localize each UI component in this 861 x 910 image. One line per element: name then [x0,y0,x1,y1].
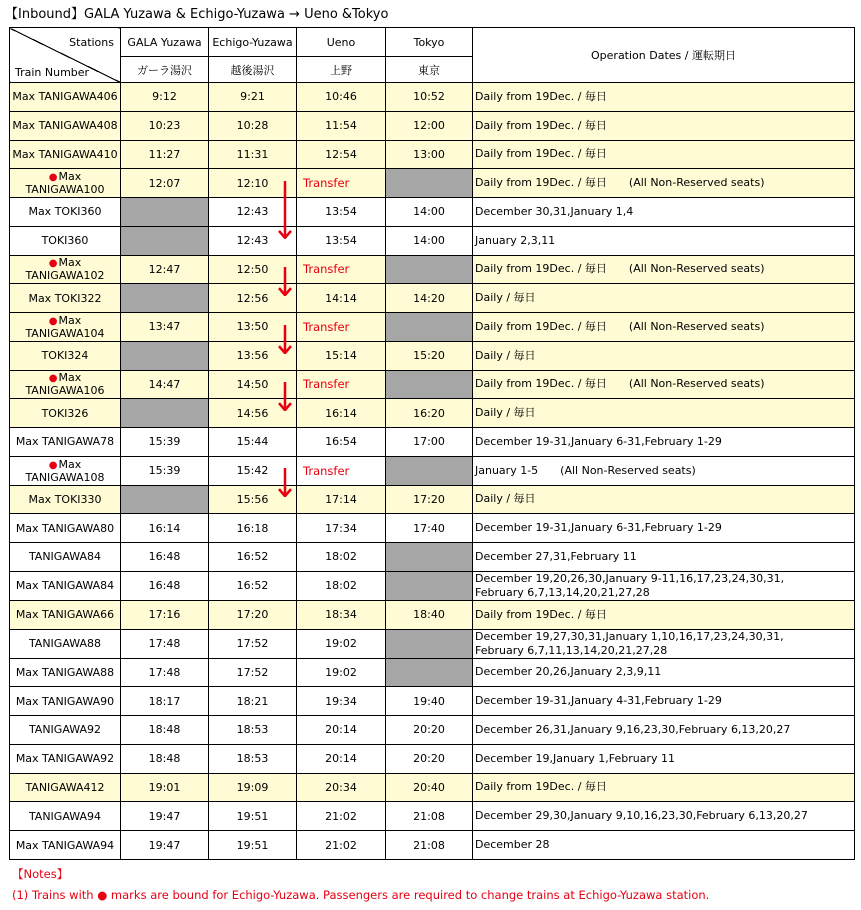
ueno-time-cell: 11:54 [297,111,386,140]
operation-dates-text: December 27,31,February 11 [475,549,637,563]
ueno-time-cell: 18:02 [297,571,386,600]
transfer-arrow-icon [278,181,292,239]
ueno-time-cell: 19:02 [297,658,386,687]
gala-time-cell: 19:47 [121,831,209,860]
operation-dates-cell [473,658,855,687]
echigo-time-cell: 9:21 [209,83,297,112]
operation-dates-cell [473,341,855,370]
operation-dates-text: Daily from 19Dec. / 毎日 [475,319,607,333]
tokyo-time-cell [386,543,473,572]
operation-dates-text: December 19-31,January 6-31,February 1-29 [475,521,722,535]
station-header-gala: GALA Yuzawa [121,28,209,57]
tokyo-time-cell [386,456,473,485]
train-number-cell [10,399,121,428]
tokyo-time-cell [386,370,473,399]
operation-dates-cell [473,456,855,485]
transfer-arrow-icon [278,267,292,296]
operation-dates-cell [473,571,855,600]
train-number-cell [10,111,121,140]
table-row [10,140,855,169]
tokyo-time-cell: 20:20 [386,716,473,745]
train-number-cell [10,485,121,514]
table-row [10,485,855,514]
operation-dates-cell [473,744,855,773]
transfer-arrow-icon [278,325,292,354]
operation-dates-cell [473,284,855,313]
table-row [10,456,855,485]
operation-dates-text: December 19,27,30,31,January 1,10,16,17,23,24,30,31, [475,629,784,643]
ueno-time-cell: 16:54 [297,428,386,457]
operation-dates-header: Operation Dates / 運転期日 [473,28,855,83]
train-number-cell [10,456,121,485]
train-name: Max TANIGAWA80 [15,521,115,535]
operation-dates-text: Daily / 毎日 [475,291,536,305]
train-number-cell [10,169,121,198]
echigo-time-cell: 10:28 [209,111,297,140]
train-name: Max TOKI330 [28,492,102,506]
ueno-time-cell: 19:02 [297,629,386,658]
non-reserved-note: (All Non-Reserved seats) [628,262,765,276]
train-name: Max TANIGAWA92 [15,752,115,766]
station-header-echigo: Echigo-Yuzawa [209,28,297,57]
operation-dates-text-line2: February 6,7,13,14,20,21,27,28 [475,585,650,599]
train-name: TANIGAWA84 [28,550,102,564]
ueno-time-cell: 10:46 [297,83,386,112]
operation-dates-text: Daily / 毎日 [475,348,536,362]
operation-dates-cell [473,226,855,255]
operation-dates-text: Daily from 19Dec. / 毎日 [475,607,607,621]
operation-dates-text: December 19-31,January 4-31,February 1-29 [475,694,722,708]
operation-dates-text: December 28 [475,838,550,852]
transfer-cell: Transfer [297,370,386,399]
operation-dates-cell [473,83,855,112]
operation-dates-cell [473,514,855,543]
operation-dates-cell [473,428,855,457]
tokyo-time-cell [386,571,473,600]
timetable-body [10,83,855,860]
tokyo-time-cell [386,255,473,284]
gala-time-cell [121,485,209,514]
train-number-cell [10,773,121,802]
operation-dates-cell [473,773,855,802]
station-header-gala-jp: ガーラ湯沢 [121,57,209,83]
train-name: Max TANIGAWA94 [15,838,115,852]
echigo-time-cell: 15:56 [209,485,297,514]
train-number-cell [10,83,121,112]
note-item: (1) Trains with ● marks are bound for Echigo-Yuzawa. Passengers are required to change trains at Echigo-Yuzawa station. [12,888,710,902]
tokyo-time-cell: 20:20 [386,744,473,773]
echigo-time-cell: 18:53 [209,716,297,745]
table-row [10,629,855,658]
tokyo-time-cell: 15:20 [386,341,473,370]
echigo-time-cell: 12:10 [209,169,297,198]
train-name: Max TANIGAWA84 [15,579,115,593]
gala-time-cell: 17:48 [121,658,209,687]
echigo-time-cell: 16:18 [209,514,297,543]
ueno-time-cell: 12:54 [297,140,386,169]
operation-dates-cell [473,198,855,227]
table-row [10,399,855,428]
operation-dates-cell [473,831,855,860]
table-row [10,111,855,140]
gala-time-cell: 16:48 [121,543,209,572]
train-number-cell [10,687,121,716]
echigo-time-cell: 18:53 [209,744,297,773]
transfer-cell: Transfer [297,169,386,198]
operation-dates-cell [473,140,855,169]
transfer-cell: Transfer [297,255,386,284]
gala-time-cell: 18:48 [121,744,209,773]
train-name: Max TANIGAWA104 [25,313,105,340]
train-name: Max TANIGAWA88 [15,665,115,679]
operation-dates-text-line2: February 6,7,11,13,14,20,21,27,28 [475,643,668,657]
train-number-cell [10,140,121,169]
gala-time-cell [121,198,209,227]
operation-dates-cell [473,543,855,572]
tokyo-time-cell: 18:40 [386,600,473,629]
bound-echigo-dot-icon: ● [48,172,58,184]
table-row [10,744,855,773]
train-name: Max TANIGAWA102 [25,256,105,283]
ueno-time-cell: 20:14 [297,744,386,773]
tokyo-time-cell: 17:20 [386,485,473,514]
train-number-cell [10,428,121,457]
operation-dates-text: Daily from 19Dec. / 毎日 [475,377,607,391]
operation-dates-text: December 29,30,January 9,10,16,23,30,February 6,13,20,27 [475,809,808,823]
train-name: TANIGAWA92 [28,723,102,737]
gala-time-cell: 17:48 [121,629,209,658]
gala-time-cell: 19:47 [121,802,209,831]
tokyo-time-cell: 21:08 [386,831,473,860]
tokyo-time-cell [386,313,473,342]
gala-time-cell: 15:39 [121,456,209,485]
gala-time-cell: 18:17 [121,687,209,716]
train-name: Max TANIGAWA108 [25,457,105,484]
operation-dates-cell [473,629,855,658]
stations-label: Stations [69,36,114,49]
table-row [10,543,855,572]
echigo-time-cell: 19:09 [209,773,297,802]
table-row [10,370,855,399]
gala-time-cell: 14:47 [121,370,209,399]
train-number-cell [10,543,121,572]
timetable [9,27,855,860]
train-name: Max TANIGAWA410 [12,147,118,161]
echigo-time-cell: 19:51 [209,802,297,831]
echigo-time-cell: 17:20 [209,600,297,629]
operation-dates-text: December 19,20,26,30,January 9-11,16,17,23,24,30,31, [475,571,785,585]
echigo-time-cell: 18:21 [209,687,297,716]
transfer-arrow-icon [278,468,292,497]
table-row [10,802,855,831]
tokyo-time-cell [386,169,473,198]
tokyo-time-cell: 21:08 [386,802,473,831]
table-row [10,83,855,112]
gala-time-cell: 17:16 [121,600,209,629]
echigo-time-cell: 17:52 [209,658,297,687]
tokyo-time-cell [386,629,473,658]
operation-dates-text: January 2,3,11 [475,233,556,247]
tokyo-time-cell: 14:20 [386,284,473,313]
page-title: 【Inbound】GALA Yuzawa & Echigo-Yuzawa → Ueno &Tokyo [5,7,389,22]
non-reserved-note: (All Non-Reserved seats) [628,377,765,391]
operation-dates-cell [473,600,855,629]
train-number-cell [10,571,121,600]
train-name: Max TOKI360 [28,205,102,219]
non-reserved-note: (All Non-Reserved seats) [628,319,765,333]
echigo-time-cell: 16:52 [209,571,297,600]
non-reserved-note: (All Non-Reserved seats) [560,463,696,477]
operation-dates-text: December 19,January 1,February 11 [475,751,675,765]
table-row [10,284,855,313]
ueno-time-cell: 17:14 [297,485,386,514]
train-name: Max TANIGAWA100 [25,170,105,197]
train-name: Max TANIGAWA78 [15,435,115,449]
gala-time-cell [121,399,209,428]
train-number-cell [10,514,121,543]
tokyo-time-cell: 17:40 [386,514,473,543]
train-number-cell [10,255,121,284]
operation-dates-text: December 20,26,January 2,3,9,11 [475,665,662,679]
table-row [10,255,855,284]
echigo-time-cell: 17:52 [209,629,297,658]
bound-echigo-dot-icon: ● [48,373,58,385]
train-name: TANIGAWA94 [28,809,102,823]
table-row [10,600,855,629]
train-name: Max TOKI322 [28,291,102,305]
tokyo-time-cell: 12:00 [386,111,473,140]
ueno-time-cell: 21:02 [297,831,386,860]
ueno-time-cell: 13:54 [297,226,386,255]
operation-dates-cell [473,169,855,198]
ueno-time-cell: 18:02 [297,543,386,572]
echigo-time-cell: 14:50 [209,370,297,399]
gala-time-cell: 15:39 [121,428,209,457]
gala-time-cell: 10:23 [121,111,209,140]
train-name: Max TANIGAWA90 [15,694,115,708]
operation-dates-text: December 19-31,January 6-31,February 1-29 [475,434,722,448]
operation-dates-cell [473,802,855,831]
transfer-arrow-icon [278,382,292,411]
bound-echigo-dot-icon: ● [48,315,58,327]
tokyo-time-cell: 17:00 [386,428,473,457]
tokyo-time-cell [386,658,473,687]
echigo-time-cell: 13:50 [209,313,297,342]
train-number-cell [10,744,121,773]
bound-echigo-dot-icon: ● [48,459,58,471]
train-number-cell [10,198,121,227]
gala-time-cell: 12:07 [121,169,209,198]
train-name: Max TANIGAWA66 [15,608,115,622]
operation-dates-text: Daily from 19Dec. / 毎日 [475,89,607,103]
gala-time-cell: 11:27 [121,140,209,169]
train-number-cell [10,658,121,687]
train-name: Max TANIGAWA106 [25,371,105,398]
train-number-cell [10,341,121,370]
ueno-time-cell: 14:14 [297,284,386,313]
gala-time-cell [121,284,209,313]
echigo-time-cell: 16:52 [209,543,297,572]
train-number-label: Train Number [15,66,90,79]
train-name: Max TANIGAWA406 [12,90,118,104]
ueno-time-cell: 16:14 [297,399,386,428]
train-number-cell [10,370,121,399]
train-number-cell [10,802,121,831]
train-number-cell [10,226,121,255]
operation-dates-cell [473,399,855,428]
station-header-tokyo-jp: 東京 [386,57,473,83]
table-row [10,514,855,543]
operation-dates-text: January 1-5 [475,463,539,477]
operation-dates-cell [473,687,855,716]
gala-time-cell: 18:48 [121,716,209,745]
tokyo-time-cell: 20:40 [386,773,473,802]
echigo-time-cell: 12:43 [209,198,297,227]
operation-dates-cell [473,313,855,342]
echigo-time-cell: 13:56 [209,341,297,370]
train-name: TOKI324 [41,349,89,363]
table-row [10,226,855,255]
table-row [10,773,855,802]
table-row [10,428,855,457]
operation-dates-text: Daily from 19Dec. / 毎日 [475,176,607,190]
gala-time-cell: 16:14 [121,514,209,543]
gala-time-cell: 13:47 [121,313,209,342]
tokyo-time-cell: 19:40 [386,687,473,716]
station-header-ueno-jp: 上野 [297,57,386,83]
gala-time-cell [121,341,209,370]
train-number-cell [10,284,121,313]
tokyo-time-cell: 13:00 [386,140,473,169]
gala-time-cell: 12:47 [121,255,209,284]
train-name: TANIGAWA412 [25,780,105,794]
ueno-time-cell: 15:14 [297,341,386,370]
ueno-time-cell: 21:02 [297,802,386,831]
ueno-time-cell: 17:34 [297,514,386,543]
gala-time-cell: 9:12 [121,83,209,112]
table-row [10,169,855,198]
operation-dates-text: Daily from 19Dec. / 毎日 [475,147,607,161]
operation-dates-cell [473,370,855,399]
station-header-echigo-jp: 越後湯沢 [209,57,297,83]
transfer-cell: Transfer [297,456,386,485]
table-row [10,313,855,342]
table-row [10,198,855,227]
ueno-time-cell: 13:54 [297,198,386,227]
ueno-time-cell: 18:34 [297,600,386,629]
operation-dates-cell [473,111,855,140]
station-header-tokyo: Tokyo [386,28,473,57]
operation-dates-cell [473,255,855,284]
operation-dates-text: Daily from 19Dec. / 毎日 [475,780,607,794]
table-row [10,831,855,860]
echigo-time-cell: 15:44 [209,428,297,457]
echigo-time-cell: 12:50 [209,255,297,284]
train-name: TOKI360 [41,234,89,248]
echigo-time-cell: 15:42 [209,456,297,485]
station-header-ueno: Ueno [297,28,386,57]
operation-dates-cell [473,716,855,745]
echigo-time-cell: 14:56 [209,399,297,428]
table-row [10,658,855,687]
train-number-cell [10,600,121,629]
gala-time-cell: 19:01 [121,773,209,802]
bound-echigo-dot-icon: ● [48,258,58,270]
operation-dates-text: December 30,31,January 1,4 [475,204,634,218]
echigo-time-cell: 11:31 [209,140,297,169]
gala-time-cell: 16:48 [121,571,209,600]
operation-dates-text: December 26,31,January 9,16,23,30,February 6,13,20,27 [475,722,791,736]
table-row [10,716,855,745]
train-number-cell [10,716,121,745]
operation-dates-text: Daily from 19Dec. / 毎日 [475,262,607,276]
ueno-time-cell: 20:34 [297,773,386,802]
ueno-time-cell: 20:14 [297,716,386,745]
header-corner-cell [10,28,121,83]
gala-time-cell [121,226,209,255]
tokyo-time-cell: 10:52 [386,83,473,112]
transfer-cell: Transfer [297,313,386,342]
train-number-cell [10,629,121,658]
train-name: TANIGAWA88 [28,637,102,651]
operation-dates-text: Daily / 毎日 [475,492,536,506]
non-reserved-note: (All Non-Reserved seats) [628,176,765,190]
table-row [10,341,855,370]
table-row [10,571,855,600]
operation-dates-text: Daily / 毎日 [475,406,536,420]
train-name: Max TANIGAWA408 [12,119,118,133]
tokyo-time-cell: 14:00 [386,226,473,255]
ueno-time-cell: 19:34 [297,687,386,716]
echigo-time-cell: 12:43 [209,226,297,255]
echigo-time-cell: 19:51 [209,831,297,860]
table-row [10,687,855,716]
operation-dates-text: Daily from 19Dec. / 毎日 [475,118,607,132]
train-number-cell [10,313,121,342]
operation-dates-cell [473,485,855,514]
echigo-time-cell: 12:56 [209,284,297,313]
train-number-cell [10,831,121,860]
train-name: TOKI326 [41,406,89,420]
notes-heading: 【Notes】 [12,867,69,881]
tokyo-time-cell: 14:00 [386,198,473,227]
tokyo-time-cell: 16:20 [386,399,473,428]
